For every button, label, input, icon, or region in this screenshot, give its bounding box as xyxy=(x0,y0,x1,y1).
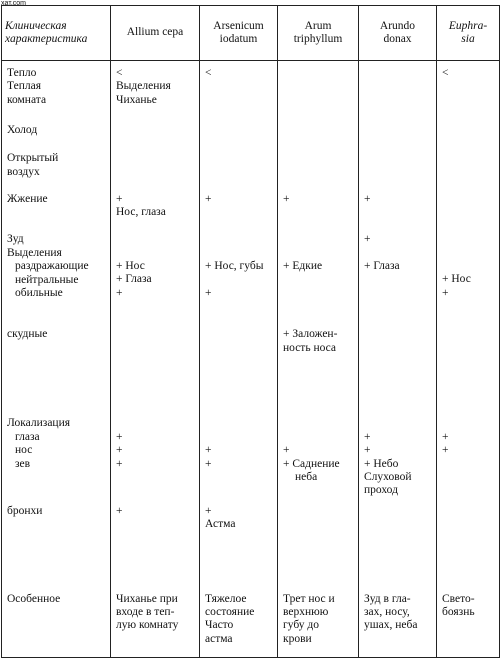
remedy-cell xyxy=(278,187,359,227)
cell-line xyxy=(442,247,494,260)
cell-line: + xyxy=(283,192,290,205)
cell-line: лую комнату xyxy=(116,619,179,632)
cell-line: + xyxy=(116,430,123,443)
remedy-cell xyxy=(437,322,500,411)
remedy-cell xyxy=(437,118,500,146)
remedy-cell xyxy=(200,187,278,227)
cell-line: неба xyxy=(295,470,318,483)
row-label-cell xyxy=(2,411,111,498)
cell-line xyxy=(116,417,194,430)
remedy-cell xyxy=(278,499,359,587)
cell-line: + Небо xyxy=(364,457,399,470)
cell-line xyxy=(283,233,353,246)
cell-line: Астма xyxy=(205,518,236,531)
remedy-cell xyxy=(200,587,278,658)
header-characteristic xyxy=(2,6,111,61)
cell-line: + xyxy=(205,192,212,205)
remedy-cell xyxy=(200,322,278,411)
row-label: Зуд xyxy=(7,233,24,246)
remedy-cell xyxy=(359,146,437,186)
remedy-cell xyxy=(437,587,500,658)
table-row xyxy=(2,61,500,119)
row-label-cell xyxy=(2,499,111,587)
cell-line: + Глаза xyxy=(364,260,400,273)
cell-line: состояние xyxy=(205,606,255,619)
cell-line: + xyxy=(116,286,123,299)
table-body xyxy=(2,61,500,658)
cell-line xyxy=(205,233,272,246)
header-line: характеристика xyxy=(5,33,88,45)
remedy-cell xyxy=(200,411,278,498)
cell-line: Трет нос и xyxy=(283,592,335,605)
cell-line: + Глаза xyxy=(116,273,152,286)
header-line: donax xyxy=(383,33,412,45)
remedy-cell xyxy=(359,587,437,658)
remedy-cell xyxy=(437,227,500,322)
cell-line: боязнь xyxy=(442,606,475,619)
cell-line: < xyxy=(116,67,123,79)
remedy-cell xyxy=(437,146,500,186)
cell-line: + xyxy=(205,457,212,470)
table-row xyxy=(2,118,500,146)
cell-line xyxy=(205,247,272,260)
cell-line: < xyxy=(205,67,212,79)
cell-line: входе в теп- xyxy=(116,606,175,619)
remedy-cell xyxy=(278,146,359,186)
cell-line xyxy=(442,260,494,273)
remedy-cell xyxy=(359,411,437,498)
remedy-cell xyxy=(359,118,437,146)
cell-line xyxy=(442,233,494,246)
cell-line: + xyxy=(442,430,449,443)
cell-line: + Нос xyxy=(442,273,471,286)
remedy-cell xyxy=(278,118,359,146)
remedy-cell xyxy=(359,227,437,322)
cell-line xyxy=(364,417,431,430)
remedy-cell xyxy=(437,499,500,587)
cell-line: ушах, неба xyxy=(364,619,418,632)
remedy-cell xyxy=(359,499,437,587)
cell-line: Тяжелое xyxy=(205,592,247,605)
remedy-cell xyxy=(359,187,437,227)
cell-line: + xyxy=(364,233,371,246)
cell-line: губу до xyxy=(283,619,319,632)
cell-line: + xyxy=(364,430,371,443)
row-label: Выделения xyxy=(7,246,62,259)
remedy-cell xyxy=(278,322,359,411)
row-label: зев xyxy=(15,457,31,470)
row-label: воздух xyxy=(7,165,40,178)
remedy-cell xyxy=(437,61,500,119)
cell-line: + Заложен- xyxy=(283,328,338,341)
row-label: Теплая xyxy=(7,80,41,93)
remedy-cell xyxy=(200,61,278,119)
header-line: Клиническая xyxy=(5,19,67,32)
cell-line xyxy=(283,247,353,260)
table-row xyxy=(2,499,500,587)
remedy-cell xyxy=(278,227,359,322)
header-row xyxy=(2,6,500,61)
cell-line xyxy=(205,273,272,286)
header-remedy xyxy=(278,6,359,61)
cell-line: + xyxy=(116,444,123,457)
remedy-cell xyxy=(111,411,200,498)
row-label: Холод xyxy=(7,124,38,137)
cell-line: астма xyxy=(205,632,233,645)
row-label-cell xyxy=(2,61,111,119)
row-label: обильные xyxy=(15,286,63,299)
header-remedy xyxy=(359,6,437,61)
row-label-cell xyxy=(2,227,111,322)
remedy-cell xyxy=(111,227,200,322)
remedy-cell xyxy=(437,187,500,227)
cell-line: Зуд в гла- xyxy=(364,592,411,605)
row-label-cell xyxy=(2,187,111,227)
cell-line: + xyxy=(364,444,371,457)
remedy-cell xyxy=(111,587,200,658)
cell-line: Нос, глаза xyxy=(116,206,166,219)
remedy-cell xyxy=(111,499,200,587)
remedy-cell xyxy=(359,322,437,411)
cell-line: Свето- xyxy=(442,592,475,605)
cell-line: + xyxy=(116,192,123,205)
table-row xyxy=(2,187,500,227)
row-label: Локализация xyxy=(7,417,71,430)
remedy-cell xyxy=(200,227,278,322)
header-line: iodatum xyxy=(219,33,258,45)
cell-line: ность носа xyxy=(283,341,336,354)
cell-line: + Нос, губы xyxy=(205,260,264,273)
cell-line xyxy=(442,417,494,430)
remedy-cell xyxy=(278,61,359,119)
table-row xyxy=(2,322,500,411)
cell-line xyxy=(364,247,431,260)
table-row xyxy=(2,146,500,186)
remedy-cell xyxy=(278,587,359,658)
row-label: Жжение xyxy=(7,192,48,205)
remedy-cell xyxy=(200,146,278,186)
cell-line xyxy=(283,431,353,444)
row-label: нос xyxy=(15,444,33,457)
table-row xyxy=(2,587,500,658)
header-line: Allium cepa xyxy=(126,26,184,39)
row-label: скудные xyxy=(7,328,48,341)
row-label: раздражающие xyxy=(15,260,89,273)
remedy-cell xyxy=(111,61,200,119)
corner-watermark: xaт.com xyxy=(1,0,26,7)
row-label: бронхи xyxy=(7,504,43,517)
header-line: Arundo xyxy=(379,19,416,32)
remedy-cell xyxy=(111,187,200,227)
clinical-characteristics-table xyxy=(1,5,500,658)
cell-line: проход xyxy=(364,484,398,497)
cell-line: < xyxy=(442,67,449,79)
header-remedy xyxy=(111,6,200,61)
row-label: нейтральные xyxy=(15,273,79,286)
row-label: Особенное xyxy=(7,592,61,605)
table-row xyxy=(2,411,500,498)
row-label-cell xyxy=(2,322,111,411)
header-line: Arum xyxy=(304,19,332,32)
cell-line: + xyxy=(442,286,449,299)
cell-line: Чиханье xyxy=(116,93,157,106)
header-line: triphyllum xyxy=(293,33,343,45)
remedy-cell xyxy=(359,61,437,119)
cell-line xyxy=(116,247,194,260)
cell-line: Выделения xyxy=(116,80,171,93)
row-label-cell xyxy=(2,118,111,146)
cell-line: + xyxy=(205,504,212,517)
cell-line: + xyxy=(116,504,123,517)
remedy-cell xyxy=(200,118,278,146)
cell-line: Чиханье при xyxy=(116,592,178,605)
row-label-cell xyxy=(2,146,111,186)
cell-line: + Едкие xyxy=(283,260,323,273)
cell-line: + xyxy=(442,444,449,457)
cell-line: зах, носу, xyxy=(364,606,410,619)
cell-line: + xyxy=(205,286,212,299)
cell-line: + xyxy=(364,192,371,205)
table-row xyxy=(2,227,500,322)
cell-line: + xyxy=(205,444,212,457)
row-label: Открытый xyxy=(7,152,59,165)
cell-line xyxy=(205,417,272,430)
header-line: Euphra- xyxy=(448,19,488,32)
cell-line xyxy=(205,431,272,444)
row-label: Тепло xyxy=(7,67,37,79)
cell-line: + Саднение xyxy=(283,457,340,470)
header-line: Arsenicum xyxy=(213,19,264,32)
cell-line xyxy=(283,417,353,430)
header-remedy xyxy=(437,6,500,61)
remedy-cell xyxy=(278,411,359,498)
cell-line: крови xyxy=(283,632,312,645)
remedy-cell xyxy=(111,118,200,146)
cell-line: Часто xyxy=(205,619,234,632)
cell-line: + xyxy=(283,444,290,457)
remedy-cell xyxy=(437,411,500,498)
cell-line: верхнюю xyxy=(283,606,329,619)
header-line: sia xyxy=(461,33,475,45)
cell-line: + xyxy=(116,457,123,470)
row-label-cell xyxy=(2,587,111,658)
cell-line: + Нос xyxy=(116,260,145,273)
remedy-cell xyxy=(200,499,278,587)
row-label: глаза xyxy=(15,430,40,443)
cell-line xyxy=(116,233,194,246)
row-label: комната xyxy=(7,93,47,106)
cell-line: Слуховой xyxy=(364,470,412,483)
remedy-cell xyxy=(111,322,200,411)
remedy-cell xyxy=(111,146,200,186)
header-remedy xyxy=(200,6,278,61)
